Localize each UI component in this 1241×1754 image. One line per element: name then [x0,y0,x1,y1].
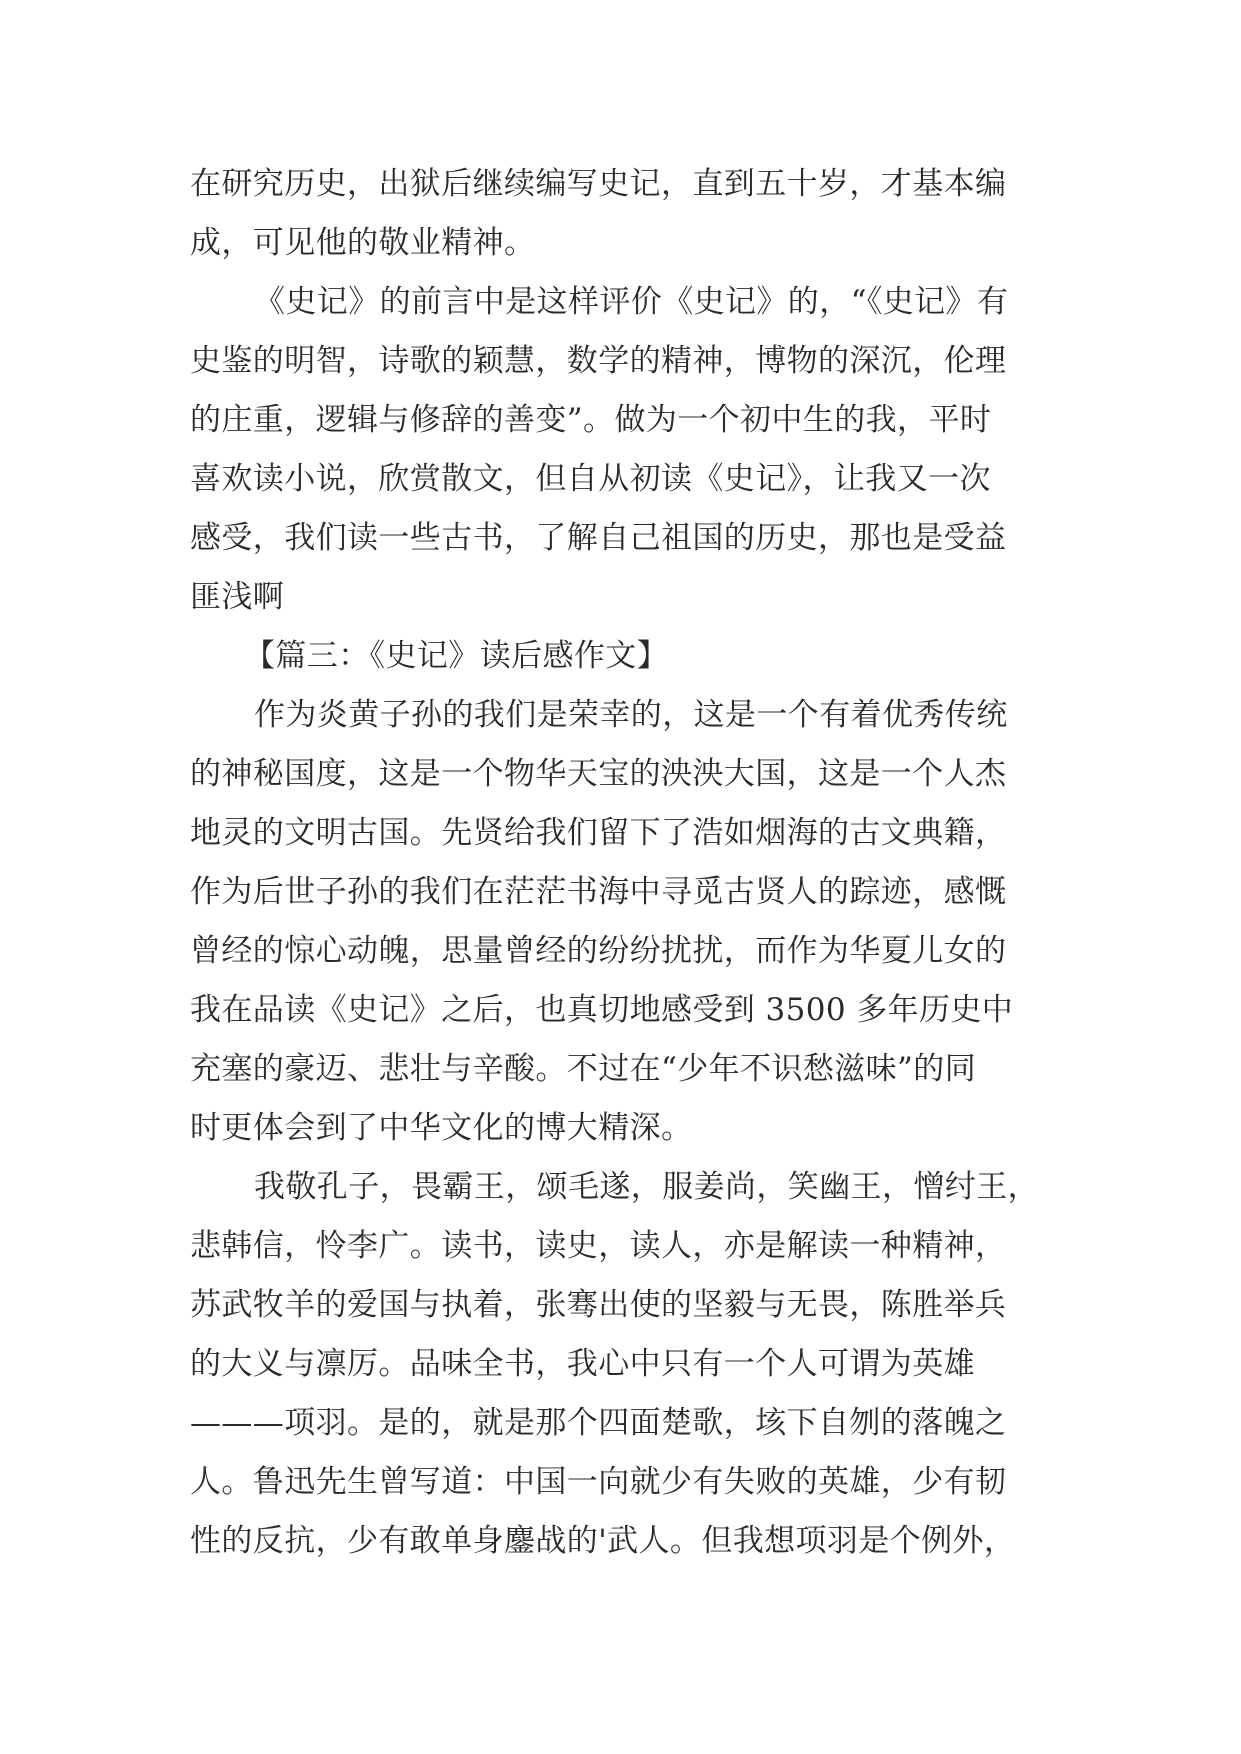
text-line: 曾经的惊心动魄，思量曾经的纷纷扰扰，而作为华夏儿女的 [190,933,1007,969]
paragraph-start-line: 《史记》的前言中是这样评价《史记》的，“《史记》有 [254,284,1009,320]
text-line: 在研究历史，出狱后继续编写史记，直到五十岁，才基本编 [190,166,1007,202]
text-line: 悲韩信，怜李广。读书，读史，读人，亦是解读一种精神， [190,1228,1007,1264]
text-line: 史鉴的明智，诗歌的颖慧，数学的精神，博物的深沉，伦理 [190,343,1007,379]
text-line: 苏武牧羊的爱国与执着，张骞出使的坚毅与无畏，陈胜举兵 [190,1287,1007,1323]
text-line: 我在品读《史记》之后，也真切地感受到 3500 多年历史中 [190,992,1014,1028]
text-line: ———项羽。是的，就是那个四面楚歌，垓下自刎的落魄之 [190,1405,1007,1441]
text-line: 感受，我们读一些古书，了解自己祖国的历史，那也是受益 [190,520,1007,556]
text-line: 的庄重，逻辑与修辞的善变”。做为一个初中生的我，平时 [190,402,992,438]
text-line: 作为后世子孙的我们在茫茫书海中寻觅古贤人的踪迹，感慨 [190,874,1007,910]
essay-body [190,155,1070,1571]
text-line: 性的反抗，少有敢单身鏖战的'武人。但我想项羽是个例外， [190,1523,1016,1559]
text-line: 充塞的豪迈、悲壮与辛酸。不过在“少年不识愁滋味”的同 [190,1051,977,1087]
text-line: 成，可见他的敬业精神。 [190,225,536,261]
paragraph-start-line: 我敬孔子，畏霸王，颂毛遂，服姜尚，笑幽王，憎纣王， [254,1169,1039,1205]
text-line: 的神秘国度，这是一个物华天宝的泱泱大国，这是一个人杰 [190,756,1007,792]
text-line: 匪浅啊 [190,579,285,615]
text-line: 的大义与凛厉。品味全书，我心中只有一个人可谓为英雄 [190,1346,975,1382]
paragraph-start-line: 作为炎黄子孙的我们是荣幸的，这是一个有着优秀传统 [254,697,1008,733]
section-heading: 【篇三：《史记》读后感作文】 [244,638,669,674]
text-line: 人。鲁迅先生曾写道：中国一向就少有失败的英雄，少有韧 [190,1464,1007,1500]
text-line: 时更体会到了中华文化的博大精深。 [190,1110,693,1146]
text-line: 地灵的文明古国。先贤给我们留下了浩如烟海的古文典籍， [190,815,1007,851]
text-line: 喜欢读小说，欣赏散文，但自从初读《史记》，让我又一次 [190,461,991,497]
